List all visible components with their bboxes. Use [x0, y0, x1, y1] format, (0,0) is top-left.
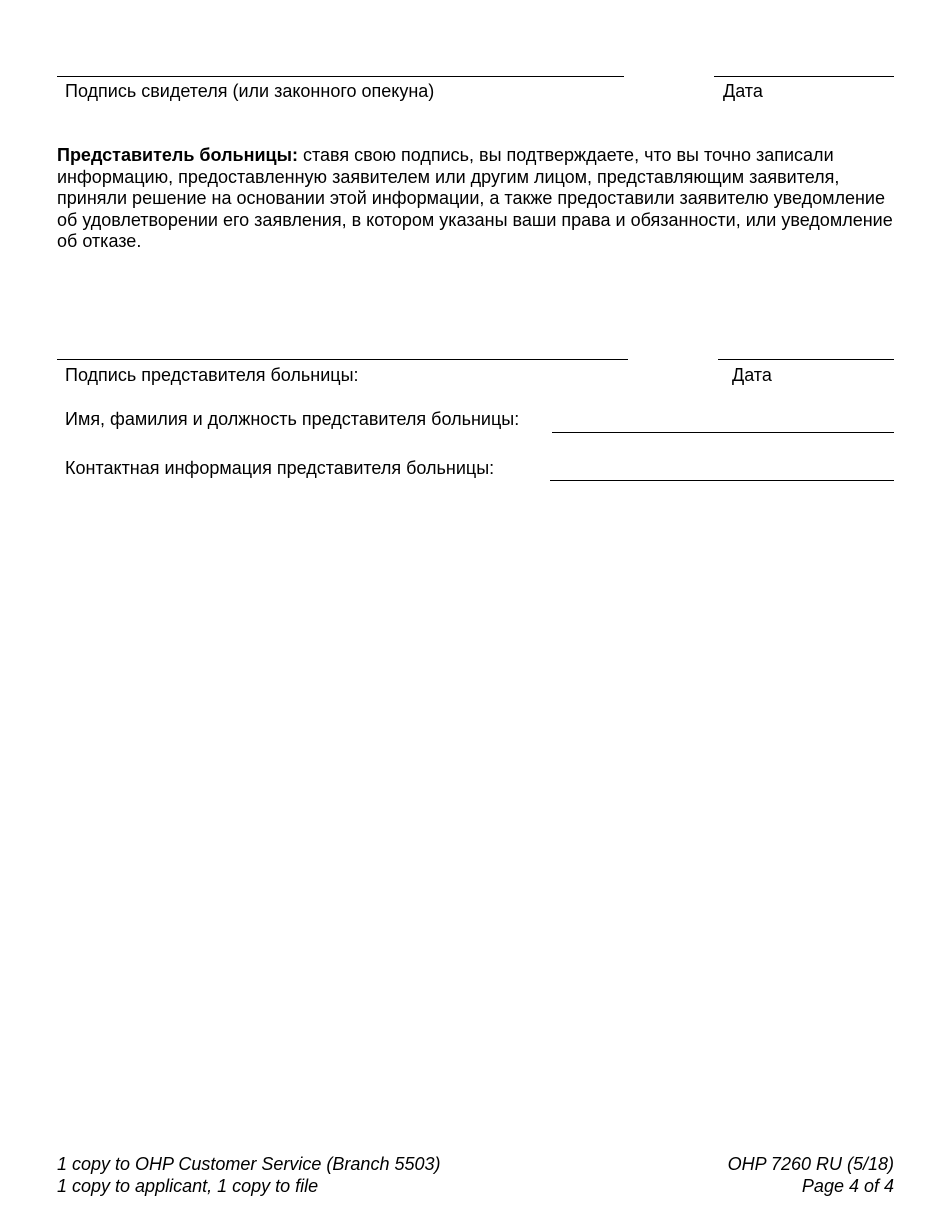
witness-signature-label: Подпись свидетеля (или законного опекуна)	[65, 81, 435, 101]
footer-form-id: OHP 7260 RU (5/18)	[727, 1154, 894, 1174]
hospital-rep-contact-line[interactable]	[550, 480, 894, 481]
witness-signature-line[interactable]	[57, 76, 624, 77]
witness-date-label: Дата	[723, 81, 763, 101]
hospital-rep-statement	[57, 145, 902, 253]
footer-copy-line-1: 1 copy to OHP Customer Service (Branch 5503)	[57, 1154, 441, 1174]
hospital-rep-name-title-line[interactable]	[552, 432, 894, 433]
footer-page-number: Page 4 of 4	[801, 1176, 894, 1196]
hospital-rep-text: ставя свою подпись, вы подтверждаете, что вы точно записали информацию, предоставленную заявителем или другим лицом, представляющим заявителя, приняли решение на основании этой информации, а также предоставили заявителю уведомление об удовлетворении его заявления, в котором указаны ваши права и обязанности, или уведомление об отказе.	[57, 145, 893, 252]
hospital-rep-heading: Представитель больницы:	[57, 145, 298, 165]
hospital-rep-contact-label: Контактная информация представителя больницы:	[65, 458, 495, 478]
hospital-rep-signature-label: Подпись представителя больницы:	[65, 365, 359, 385]
hospital-rep-signature-line[interactable]	[57, 359, 628, 360]
hospital-rep-name-title-label: Имя, фамилия и должность представителя больницы:	[65, 409, 520, 429]
witness-date-line[interactable]	[714, 76, 894, 77]
hospital-rep-date-label: Дата	[732, 365, 772, 385]
footer-copy-line-2: 1 copy to applicant, 1 copy to file	[57, 1176, 319, 1196]
hospital-rep-date-line[interactable]	[718, 359, 894, 360]
